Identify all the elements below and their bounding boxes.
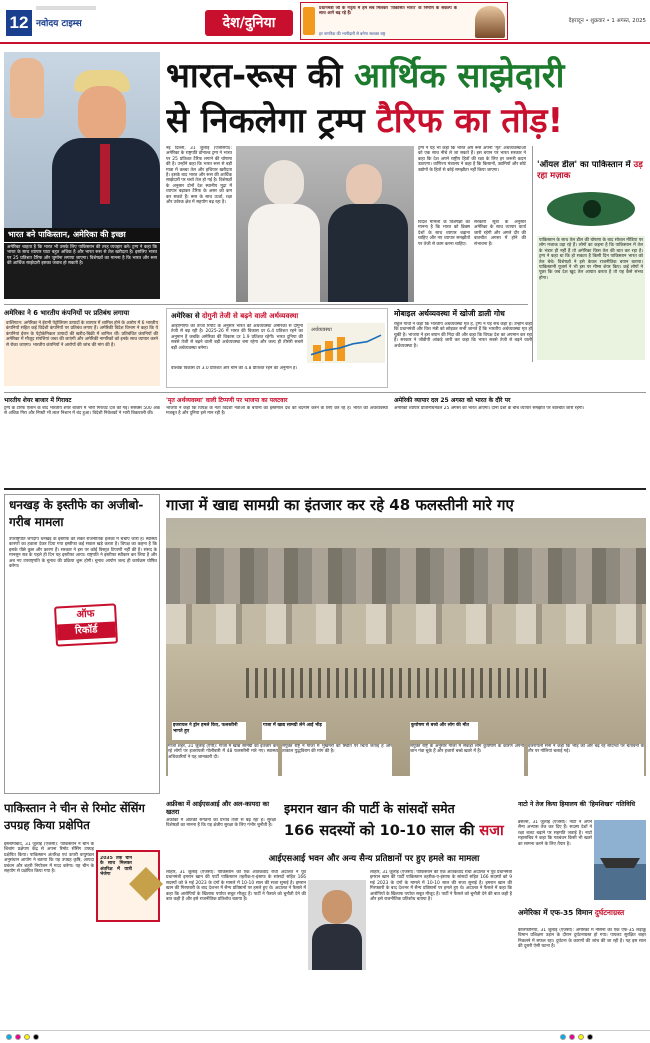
dhankhar-body: उपराष्ट्रपति जगदीप धनखड़ के इस्तीफे को लेकर राजनीतिक हलकों में चर्चाएं जारी हैं। स्वास्थ्य कारणों का हवाला देकर दिया गया इस्तीफा कई सवाल खड़े करता है। विपक्ष का कहना है कि इसके पीछे कुछ और कारण हैं। सरकार ने इस पर कोई विस्तृत टिप्पणी नहीं की है। संसद के मानसून सत्र के पहले ही दिन यह इस्तीफा आया। राष्ट्रपति ने इस्तीफा स्वीकार कर लिया है और अब नए उपराष्ट्रपति के चुनाव की प्रक्रिया शुरू होगी। चुनाव आयोग जल्द ही कार्यक्रम घोषित करेगा। (9, 537, 157, 570)
strip-item1-title: भारतीय शेयर बाजार में गिरावट (4, 397, 72, 404)
imran-headline-line2 (284, 820, 512, 842)
trump-caption-body: अमेरिका चाहता है कि भारत भी उसके लिए पाकिस्तान की तरह व्यवहार करे। ट्रम्प ने कहा कि भारत के साथ व्यापार घाटा बहुत अधिक है और भारत रूस से तेल खरीदता है। इसलिए भारत पर 25 प्रतिशत टैरिफ और जुर्माना लगाया जाएगा। विशेषज्ञों का मानना है कि भारत और रूस की आर्थिक साझेदारी इसका जवाब हो सकती है। (4, 243, 160, 299)
pakistan-china-title: पाकिस्तान ने चीन से रिमोट सेंसिंग उपग्रह किया प्रक्षेपित (4, 801, 145, 832)
america-growth-title-highlight: दोगुनी तेजी से बढ़ने वाली अर्थव्यवस्था (202, 312, 299, 320)
trump-face (78, 86, 126, 142)
side-body: पाकिस्तान के साथ तेल डील की घोषणा के बाद सोशल मीडिया पर लोग मजाक उड़ा रहे हैं। लोगों का कहना है कि पाकिस्तान में तेल के भंडार ही नहीं हैं तो अमेरिका किस तेल की बात कर रहा है। ट्रम्प ने कहा था कि हो सकता है किसी दिन पाकिस्तान भारत को तेल बेचे। विशेषज्ञों ने इसे केवल राजनीतिक बयान बताया। पाकिस्तानी यूजर्स ने भी इस पर मीम्स शेयर किए। कई लोगों ने पूछा कि जब देश खुद तेल आयात करता है तो यह कैसे संभव होगा। (537, 236, 645, 360)
america-growth-box (166, 308, 388, 388)
imran-body: लाहौर, 31 जुलाई (एजेंसी): पाकिस्तान की एक आतंकवाद रोधी अदालत ने पूर्व प्रधानमंत्री इमरान खान की पार्टी पाकिस्तान तहरीक-ए-इंसाफ के सांसदों सहित 166 सदस्यों को 9 मई 2023 के दंगों के मामले में 10-10 साल की सजा सुनाई है। इमरान खान की गिरफ्तारी के बाद देशभर में सैन्य प्रतिष्ठानों पर हमले हुए थे। अदालत ने फैसले में कहा कि आरोपियों के खिलाफ पर्याप्त सबूत मौजूद हैं। पार्टी ने फैसले को चुनौती देने की बात कही है और इसे राजनीतिक प्रतिशोध बताया है। (166, 870, 306, 903)
lead-body-col3: ट्रम्प ने यह भी कहा कि भारत और रूस अपनी 'मृत' अर्थव्यवस्थाओं को एक साथ नीचे ले जा सकते हैं। इस बयान पर भारत सरकार ने कहा कि देश अपने राष्ट्रीय हितों की रक्षा के लिए हर जरूरी कदम उठाएगा। वाणिज्य मंत्रालय ने कहा है कि किसानों, उद्यमियों और छोटे उद्योगों के हितों से कोई समझौता नहीं किया जाएगा। (418, 146, 526, 173)
modi-body (248, 204, 320, 302)
growth-chart (307, 323, 385, 363)
nato-body: ब्रसेल्स, 31 जुलाई (एजेंसी): नाटो ने अपने सैन्य अभ्यास तेज कर दिए हैं। सदस्य देशों ने रक्षा बजट बढ़ाने पर सहमति जताई है। नाटो महासचिव ने कहा कि गठबंधन किसी भी खतरे का सामना करने के लिए तैयार है। (518, 820, 592, 847)
imran-headline-part: 166 सदस्यों को 10-10 साल की (284, 823, 480, 839)
dateline: देहरादून • शुक्रवार • 1 अगस्त, 2025 (568, 18, 646, 24)
gaza-tents (166, 604, 646, 644)
f35-title (518, 908, 646, 926)
registration-dots-right (560, 1034, 593, 1040)
registration-dots-left (6, 1034, 39, 1040)
trump-caption-title: भारत बने पाकिस्तान, अमेरिका की इच्छा (4, 228, 160, 242)
america-growth-title-part: अमेरिका से (171, 312, 203, 320)
satellite-icon (129, 867, 163, 901)
growth-line (311, 335, 381, 355)
lead-headline-highlight: टैरिफ का तोड़! (376, 101, 564, 141)
strip-item3-body: अमेरिकी व्यापार प्रतिनिधिमंडल 25 अगस्त को भारत आएगा। दोनों देशों के बीच व्यापार समझौते पर बातचीत जारी रहेगी। (394, 406, 585, 411)
registration-dot (560, 1034, 566, 1040)
section-divider (4, 304, 528, 305)
dead-economy-title: मोबाइल अर्थव्यवस्था में खोजी डाली गोध (394, 309, 505, 318)
modi-head (264, 160, 304, 206)
africa-kicker-title: अफ्रीका में आईएसआई और अल-कायदा का खतरा (166, 800, 270, 816)
registration-dot (15, 1034, 21, 1040)
paper-name: नवोदय टाइम्स (36, 19, 82, 29)
dhankhar-box (4, 494, 160, 794)
footer-bar (0, 1030, 650, 1043)
gaza-caption-2: गाजा में खाद्य सामग्री लेने आई भीड़ (262, 722, 326, 740)
f35-title-highlight: दुर्घटनाग्रस्त (594, 908, 625, 917)
lead-body-col4: विदेश मामलों के विशेषज्ञों का मानना है कि भारत को ब्रिक्स देशों के साथ व्यापार बढ़ाना चाहिए और नए व्यापार समझौतों पर तेजी से काम करना चाहिए। (418, 220, 470, 247)
banner-sub: हर नागरिक की भागीदारी से बनेगा सशक्त राष्ट्र (319, 31, 386, 36)
africa-kicker-body: अफ्रीका में आतंकी संगठनों का प्रभाव तेजी से बढ़ रहा है। सुरक्षा विशेषज्ञों का मानना है कि यह क्षेत्रीय सुरक्षा के लिए गंभीर चुनौती है। (166, 818, 276, 829)
dateline-small (36, 6, 96, 10)
lead-headline-line2 (166, 98, 646, 144)
dhankhar-title: धनखड़ के इस्तीफे का अजीबो-गरीब मामला (9, 498, 144, 529)
registration-dot (578, 1034, 584, 1040)
strip-item1-body: ट्रम्प के टैरिफ ऐलान के बाद भारतीय शेयर बाजार में भारी गिरावट दर्ज की गई। सेंसेक्स 500 अंक से अधिक गिरा और निफ्टी भी लाल निशान में बंद हुआ। विदेशी निवेशकों ने भारी बिकवाली की। (4, 406, 160, 417)
america-ban-title: अमेरिका ने 6 भारतीय कंपनियों पर प्रतिबंध लगाया (4, 309, 130, 317)
putin-head (346, 164, 382, 206)
trump-photo (4, 52, 160, 228)
f35-title-part: अमेरिका में एफ-35 विमान (518, 908, 595, 917)
gaza-body-2: संयुक्त राष्ट्र ने गाजा में भुखमरी की स्थिति पर चिंता जताई है और तत्काल युद्धविराम की मांग की है। (282, 744, 392, 776)
imran-face (322, 890, 352, 924)
lead-body-col1: नई दिल्ली, 31 जुलाई (एजेंसियां): अमेरिका के राष्ट्रपति डोनाल्ड ट्रम्प ने भारत पर 25 प्रतिशत टैरिफ लगाने की घोषणा की है। उन्होंने कहा कि भारत रूस से बड़ी मात्रा में कच्चा तेल और हथियार खरीदता है। इसके बाद भारत और रूस की आर्थिक साझेदारी पर चर्चा तेज हो गई है। विशेषज्ञों के अनुसार दोनों देश स्थानीय मुद्रा में व्यापार बढ़ाकर टैरिफ के असर को कम कर सकते हैं। रूस के साथ ऊर्जा, रक्षा और उर्वरक क्षेत्र में सहयोग बढ़ रहा है। (166, 146, 232, 206)
f35-body: कैलिफोर्निया, 31 जुलाई (एजेंसी): अमेरिका में नौसेना का एक एफ-35 लड़ाकू विमान प्रशिक्षण उड़ान के दौरान दुर्घटनाग्रस्त हो गया। पायलट सुरक्षित बाहर निकलने में सफल रहा। दुर्घटना के कारणों की जांच की जा रही है। यह इस साल की दूसरी ऐसी घटना है। (518, 928, 646, 950)
imran-headline-line1: इमरान खान की पार्टी के सांसदों समेत (284, 801, 455, 816)
dead-economy-body: राहुल गांधी ने कहा कि भारतीय अर्थव्यवस्था मृत है, ट्रम्प ने यह सच कहा है। उन्होंने कहा कि प्रधानमंत्री और वित्त मंत्री को छोड़कर सभी जानते हैं कि भारतीय अर्थव्यवस्था मृत हो चुकी है। भाजपा ने इस बयान की निंदा की और कहा कि विपक्ष देश का अपमान कर रहा है। सरकार ने जीडीपी आंकड़े जारी कर कहा कि भारत सबसे तेजी से बढ़ने वाली अर्थव्यवस्था है। (394, 322, 532, 349)
imran-headline-highlight: सजा (479, 823, 504, 839)
lead-body-col5: सरकारी सूत्रों के अनुसार अमेरिका के साथ व्यापार वार्ता जारी रहेगी और अगले दौर की बातचीत अगस्त में होने की संभावना है। (474, 220, 526, 247)
section-label: देश/दुनिया (205, 10, 293, 36)
lead-headline-part: से निकलेगा ट्रम्प (166, 101, 377, 141)
ship-hull (600, 858, 640, 868)
trump-hand (10, 58, 44, 118)
modi-putin-photo (236, 146, 414, 302)
side-title-highlight: उड़ रहा मज़ाक (537, 160, 643, 181)
emblem-icon (303, 7, 315, 35)
growth-chart-svg (307, 323, 385, 363)
pakistan-china-inset-text: 2035 तक चीन के साथ मिलकर अंतरिक्ष में यात्री भेजेगा (100, 856, 132, 878)
gaza-body-4: इजरायली सेना ने कहा कि भीड़ की ओर बढ़ रहे संदिग्धों पर चेतावनी के तौर पर गोलियां चलाई गईं। (528, 744, 644, 776)
gaza-body-1: गाजा शहर, 31 जुलाई (एपी): गाजा में खाद्य सामग्री का इंतजार कर रहे लोगों पर इजरायली गोलीबारी में 48 फलस्तीनी मारे गए। स्वास्थ्य अधिकारियों ने यह जानकारी दी। (168, 744, 278, 776)
banner-ad (300, 2, 508, 40)
side-box (532, 146, 646, 362)
chart-label: अर्थव्यवस्था (311, 327, 332, 333)
section-divider (4, 392, 646, 393)
imran-body-cont: लाहौर, 31 जुलाई (एजेंसी): पाकिस्तान की एक आतंकवाद रोधी अदालत ने पूर्व प्रधानमंत्री इमरान खान की पार्टी पाकिस्तान तहरीक-ए-इंसाफ के सांसदों सहित 166 सदस्यों को 9 मई 2023 के दंगों के मामले में 10-10 साल की सजा सुनाई है। इमरान खान की गिरफ्तारी के बाद देशभर में सैन्य प्रतिष्ठानों पर हमले हुए थे। अदालत ने फैसले में कहा कि आरोपियों के खिलाफ पर्याप्त सबूत मौजूद हैं। पार्टी ने फैसले को चुनौती देने की बात कही है और इसे राजनीतिक प्रतिशोध बताया है। (370, 870, 512, 903)
gaza-ruins (166, 548, 646, 608)
page-number: 12 (6, 10, 32, 36)
gaza-caption-1: इजरायल ने ड्रोन हमले किए, फलस्तीनी भागते हुए (172, 722, 246, 740)
gaza-body-3: संयुक्त राष्ट्र के अनुसार गाजा में सैकड़ों लोग कुपोषण के कारण अपनी जान गंवा चुके हैं और हजारों बच्चे खतरे में हैं। (410, 744, 524, 776)
lead-headline-line1 (166, 54, 586, 98)
registration-dot (33, 1034, 39, 1040)
registration-dot (587, 1034, 593, 1040)
trump-tie (100, 144, 110, 204)
banner-text: प्रधानमंत्री जी के नेतृत्व में हम सब मिलकर 'विकसित भारत' के निर्माण के संकल्प के साथ आगे बढ़ रहे हैं। (319, 6, 457, 17)
america-growth-body2: वैश्विक विकास दर 3.0 प्रतिशत और चीन की 4.8 प्रतिशत रहने का अनुमान है। (171, 366, 298, 371)
putin-body (328, 204, 408, 302)
imran-shirt (312, 924, 362, 970)
gaza-caption-3: कुपोषण से बच्चे और लोग की मौत (410, 722, 478, 740)
strip-item3-title: अमेरिकी व्यापार दल 25 अगस्त को भारत के दौरे पर (394, 397, 511, 404)
gaza-title: गाजा में खाद्य सामग्री का इंतजार कर रहे 48 फलस्तीनी मारे गए (166, 496, 514, 514)
side-title-part: 'ऑयल डील' का पाकिस्तान में (537, 160, 634, 170)
imran-photo (308, 880, 366, 970)
lead-headline-highlight: आर्थिक साझेदारी (354, 56, 565, 96)
off-record-badge (54, 603, 118, 646)
chart-bar (325, 341, 333, 361)
masthead (0, 0, 650, 44)
lead-headline-part: भारत-रूस की (166, 56, 355, 96)
side-title (537, 160, 645, 188)
off-record-word2: रिकॉर्ड (57, 621, 116, 640)
off-record-word1: ऑफ (76, 608, 95, 621)
section-divider (4, 488, 646, 490)
nato-title: नाटो ने तेज किया हिमालय की 'हिमशिखर' गतिविधि (518, 801, 636, 808)
leader-portrait (475, 6, 505, 38)
strip-item2-title: 'मृत अर्थव्यवस्था' वाली टिप्पणी पर भाजपा का पलटवार (166, 397, 288, 404)
imran-subhead: आईएसआई भवन और अन्य सैन्य प्रतिष्ठानों पर हुए हमले का मामला (268, 854, 480, 864)
strip-item2-body: भाजपा ने कहा कि विपक्ष के नेता विदेशी नेताओं के बयानों का इस्तेमाल देश को बदनाम करने के लिए कर रहे हैं। भारत की अर्थव्यवस्था मजबूत है और दुनिया इसे मान रही है। (166, 406, 388, 417)
pakistan-china-body: इस्लामाबाद, 31 जुलाई (एजेंसी): पाकिस्तान ने चीन के शिचांग प्रक्षेपण केंद्र से अपना रिमोट सेंसिंग उपग्रह प्रक्षेपित किया। पाकिस्तान अंतरिक्ष एवं ऊपरी वायुमंडल अनुसंधान आयोग ने बताया कि यह उपग्रह कृषि, आपदा प्रबंधन और शहरी नियोजन में मदद करेगा। यह चीन के सहयोग से प्रक्षेपित किया गया है। (4, 842, 94, 875)
registration-dot (6, 1034, 12, 1040)
america-ban-body: वाशिंगटन: अमेरिका ने ईरानी पेट्रोलियम उत्पादों के व्यापार में शामिल होने के आरोप में 6 भारतीय कंपनियों सहित कई विदेशी कंपनियों पर प्रतिबंध लगाए हैं। अमेरिकी विदेश विभाग ने कहा कि ये कंपनियां ईरान के पेट्रोकेमिकल उत्पादों की खरीद-बिक्री में शामिल थीं। प्रतिबंधित कंपनियों की अमेरिका में मौजूद संपत्तियां जब्त की जाएंगी और अमेरिकी नागरिकों को इनके साथ व्यापार करने से रोका जाएगा। भारतीय कंपनियों ने आरोपों की जांच की मांग की है। (4, 320, 160, 386)
oil-deal-graphic (547, 192, 635, 226)
gaza-crowd (246, 668, 546, 698)
america-growth-title (171, 311, 385, 322)
oil-drum-icon (583, 200, 601, 218)
pakistan-china-inset (96, 850, 160, 922)
america-growth-body: आईएमएफ की ताजा रिपोर्ट के अनुसार भारत की अर्थव्यवस्था अमेरिका से दोगुनी तेजी से बढ़ रही है। 2025-26 में भारत की विकास दर 6.4 प्रतिशत रहने का अनुमान है जबकि अमेरिका की विकास दर 1.9 प्रतिशत रहेगी। भारत दुनिया की सबसे तेजी से बढ़ने वाली बड़ी अर्थव्यवस्था बना रहेगा और जल्द ही तीसरी सबसे बड़ी अर्थव्यवस्था बनेगा। (171, 324, 303, 351)
nato-ship-photo (594, 820, 646, 900)
registration-dot (569, 1034, 575, 1040)
registration-dot (24, 1034, 30, 1040)
